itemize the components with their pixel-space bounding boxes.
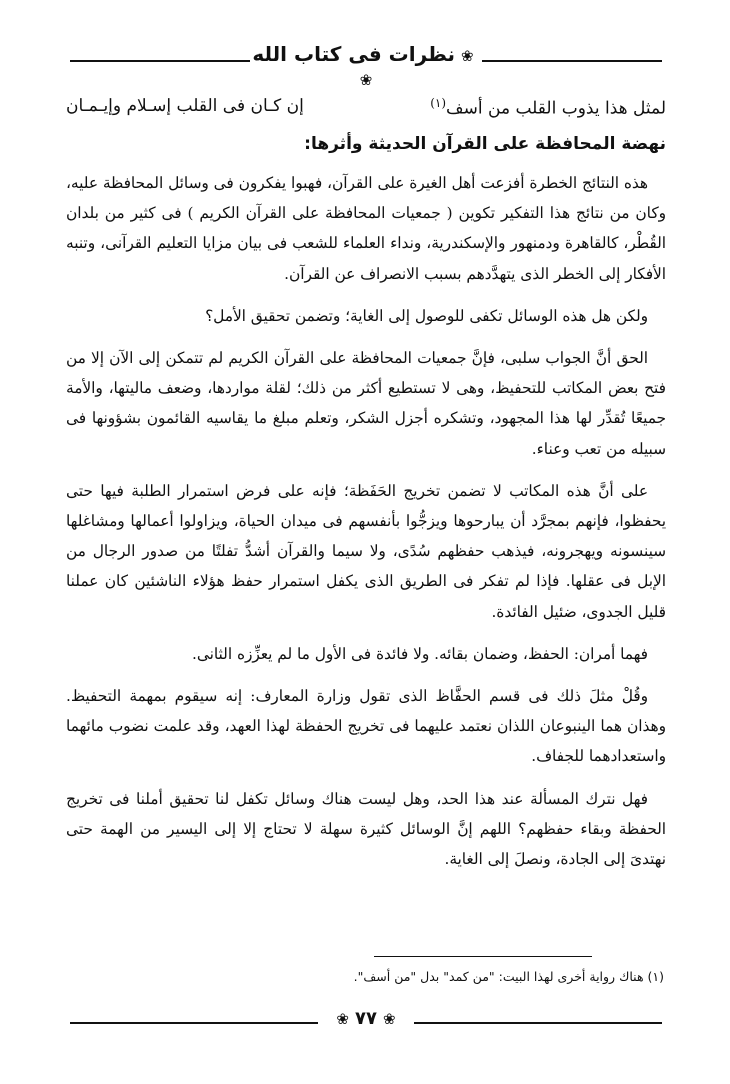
paragraph: وقُلْ مثلَ ذلك فى قسم الحفَّاظ الذى تقول وزارة المعارف: إنه سيقوم بمهمة التحفيظ. وهذان هما الينبوعان اللذان نعتمد عليهما فى تخريج الحفظة لهذا العهد، وقد علمت نضوب مائهما واستعدادهما للجفاف. (66, 687, 666, 766)
main-text (66, 92, 666, 886)
poem-hemistich-first: لمثل هذا يذوب القلب من أسف$^{(١)}$ (430, 96, 666, 119)
page-number: ٧٧ (355, 1008, 377, 1029)
footnote-reference: (١) (430, 96, 447, 110)
paragraph: فهل نترك المسألة عند هذا الحد، وهل ليست هناك وسائل تكفل لنا تحقيق أملنا فى تخريج الحفظة وبقاء حفظهم؟ اللهم إنَّ الوسائل كثيرة سهلة لا تحتاج إلا إلى اليسير من الهمة حتى نهتدىَ إلى الجادة، ونصلَ إلى الغاية. (66, 789, 666, 869)
footnote-separator (374, 956, 592, 957)
header-rule-left (70, 60, 250, 62)
flower-ornament-icon: ❀ (461, 46, 474, 65)
header-title-group (250, 42, 482, 90)
paragraph: هذه النتائج الخطرة أفزعت أهل الغيرة على القرآن، فهبوا يفكرون فى وسائل المحافظة عليه، وكان من نتائج هذا التفكير تكوين ( جمعيات المحافظة على القرآن الكريم ) فى كثير من بلدان القُطْر، كالقاهرة ودمنهور والإسكندرية، ونداء العلماء للشعب فى بيان مزايا التعليم القرآنى، وتنبه الأفكار إلى الخطر الذى يتهدَّدهم بسبب الانصراف عن القرآن. (66, 174, 666, 283)
footer-rule-right (414, 1022, 662, 1024)
footnote: (١) هناك رواية أخرى لهذا البيت: "من كمد" بدل "من أسف". (353, 969, 664, 984)
poem-verse (66, 92, 666, 126)
footer-rule-left (70, 1022, 318, 1024)
paragraph: فهما أمران: الحفظ، وضمان بقائه. ولا فائدة فى الأول ما لم يعزِّزه الثانى. (192, 644, 648, 663)
running-header (70, 38, 662, 89)
section-heading: نهضة المحافظة على القرآن الحديثة وأثرها: (304, 134, 666, 154)
page-footer (70, 1006, 662, 1036)
poem-hemistich-second: إن كـان فى القلب إسـلام وإيـمـان (66, 96, 304, 116)
paragraph: ولكن هل هذه الوسائل تكفى للوصول إلى الغاية؛ وتضمن تحقيق الأمل؟ (205, 306, 648, 325)
flower-ornament-icon: ❀ (382, 1010, 396, 1028)
paragraph: الحق أنَّ الجواب سلبى، فإنَّ جمعيات المحافظة على القرآن الكريم لم تتمكن إلى الآن إلا من فتح بعض المكاتب للتحفيظ، وهى لا تستطيع أكثر من ذلك؛ لقلة مواردها، وضعف ماليتها، والأمة جميعًا تُقدِّر لها هذا المجهود، وتشكره أجزل الشكر، وتعلم مبلغ ما يقاسيه القائمون بشؤونها فى سبيله من تعب وعناء. (66, 349, 666, 458)
paragraph: على أنَّ هذه المكاتب لا تضمن تخريج الحَفَظة؛ فإنه على فرض استمرار الطلبة فيها حتى يحفظوا، فإنهم بمجرَّد أن يبارحوها ويزجُّوا بأنفسهم فى ميدان الحياة، ويزاولوا أعمالها ومشاغلها سينسونه ويهجرونه، فيذهب حفظهم سُدًى، ولا سيما والقرآن أشدُّ تفلتًا من صدور الرجال من الإبل فى عقلها. فإذا لم تفكر فى الطريق الذى يكفل استمرار حفظ هؤلاء الناشئين كان عملنا قليل الجدوى، ضئيل الفائدة. (66, 481, 666, 621)
header-rule-right (482, 60, 662, 62)
flower-ornament-icon: ❀ (336, 1010, 349, 1028)
flower-ornament-icon: ❀ (359, 70, 373, 89)
header-title: نظرات فى كتاب الله (252, 42, 456, 66)
page-number-group (318, 1008, 414, 1029)
